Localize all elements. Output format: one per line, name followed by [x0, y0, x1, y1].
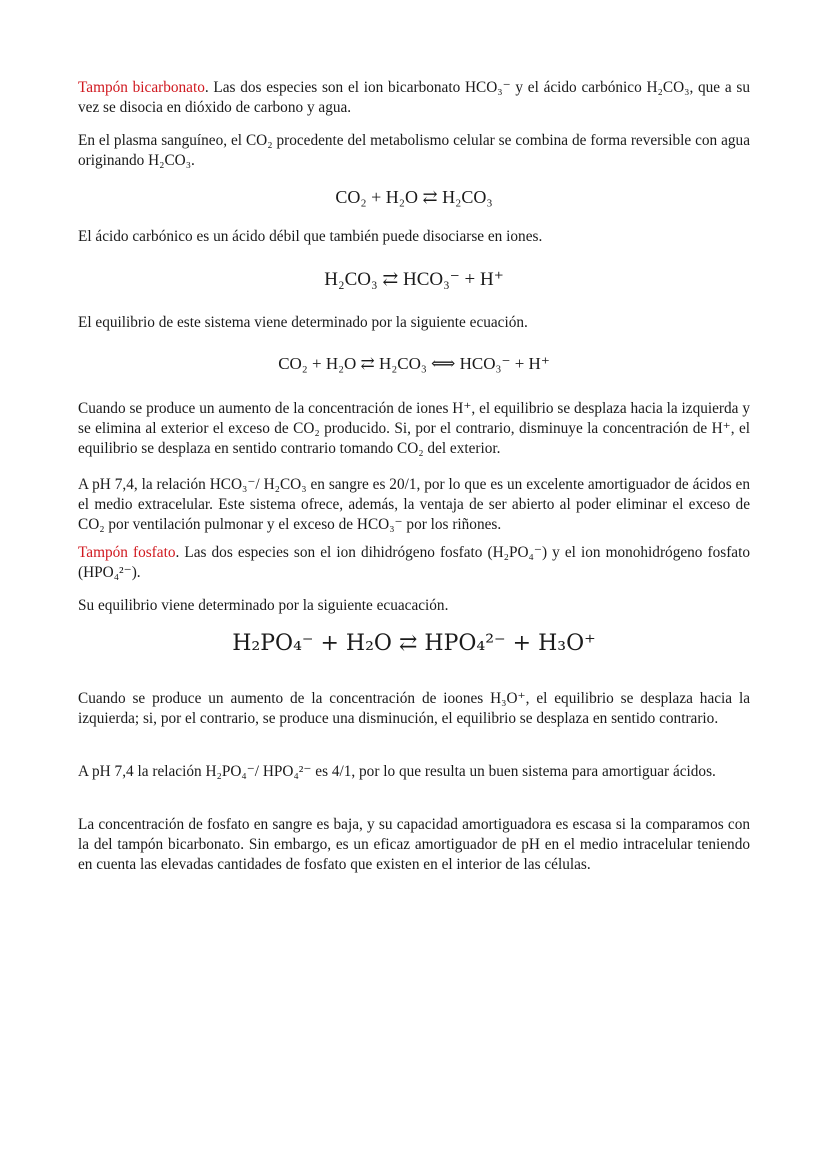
equation-co2-hydration: CO₂ + H₂O ⇄ H₂CO₃ [335, 187, 493, 207]
equation-carbonic-dissociation: H₂CO₃ ⇄ HCO₃⁻ + H⁺ [324, 269, 504, 290]
section-title-phosphate: Tampón fosfato [78, 544, 176, 561]
paragraph-plasma: En el plasma sanguíneo, el CO₂ procedente del metabolismo celular se combina de forma reversible con agua originando H₂CO₃. [78, 132, 750, 170]
equation-phosphate: H₂PO₄⁻ + H₂O ⇄ HPO₄²⁻ + H₃O⁺ [232, 631, 596, 656]
paragraph-phosphate-equilibrium: Su equilibrio viene determinado por la siguiente ecuacación. [78, 597, 449, 614]
equation-bicarbonate-system: CO₂ + H₂O ⇄ H₂CO₃ ⟺ HCO₃⁻ + H⁺ [278, 354, 550, 373]
paragraph-carbonic-acid: El ácido carbónico es un ácido débil que también puede disociarse en iones. [78, 228, 543, 245]
section-title-bicarbonate: Tampón bicarbonato [78, 79, 205, 96]
paragraph-phosphate-ratio: A pH 7,4 la relación H₂PO₄⁻/ HPO₄²⁻ es 4/1, por lo que resulta un buen sistema para amortiguar ácidos. [78, 763, 716, 780]
paragraph-h3o-increase: Cuando se produce un aumento de la concentración de ioones H₃O⁺, el equilibrio se desplaza hacia la izquierda; si, por el contrario, se produce una disminución, el equilibrio se desplaza en sentido contrario. [78, 690, 750, 728]
paragraph-equilibrium: El equilibrio de este sistema viene determinado por la siguiente ecuación. [78, 314, 528, 331]
paragraph-phosphate-concentration: La concentración de fosfato en sangre es baja, y su capacidad amortiguadora es escasa si la comparamos con la del tampón bicarbonato. Sin embargo, es un eficaz amortiguador de pH en el medio intracelular teniendo en cuenta las elevadas cantidades de fosfato que existen en el interior de las células. [78, 816, 750, 874]
paragraph-phosphate-intro [78, 543, 750, 583]
paragraph-bicarbonate-intro [78, 78, 750, 118]
paragraph-text: . Las dos especies son el ion bicarbonato HCO₃⁻ y el ácido carbónico H₂CO₃, que a su vez se disocia en dióxido de carbono y agua. [78, 79, 750, 117]
paragraph-text: . Las dos especies son el ion dihidrógeno fosfato (H₂PO₄⁻) y el ion monohidrógeno fosfato (HPO₄²⁻). [78, 544, 750, 582]
paragraph-h-increase: Cuando se produce un aumento de la concentración de iones H⁺, el equilibrio se desplaza hacia la izquierda y se elimina al exterior el exceso de CO₂ producido. Si, por el contrario, disminuye la concentración de H⁺, el equilibrio se desplaza en sentido contrario tomando CO₂ del exterior. [78, 400, 750, 458]
paragraph-ph-ratio: A pH 7,4, la relación HCO₃⁻/ H₂CO₃ en sangre es 20/1, por lo que es un excelente amortiguador de ácidos en el medio extracelular. Este sistema ofrece, además, la ventaja de ser abierto al poder eliminar el exceso de CO₂ por ventilación pulmonar y el exceso de HCO₃⁻ por los riñones. [78, 476, 750, 534]
